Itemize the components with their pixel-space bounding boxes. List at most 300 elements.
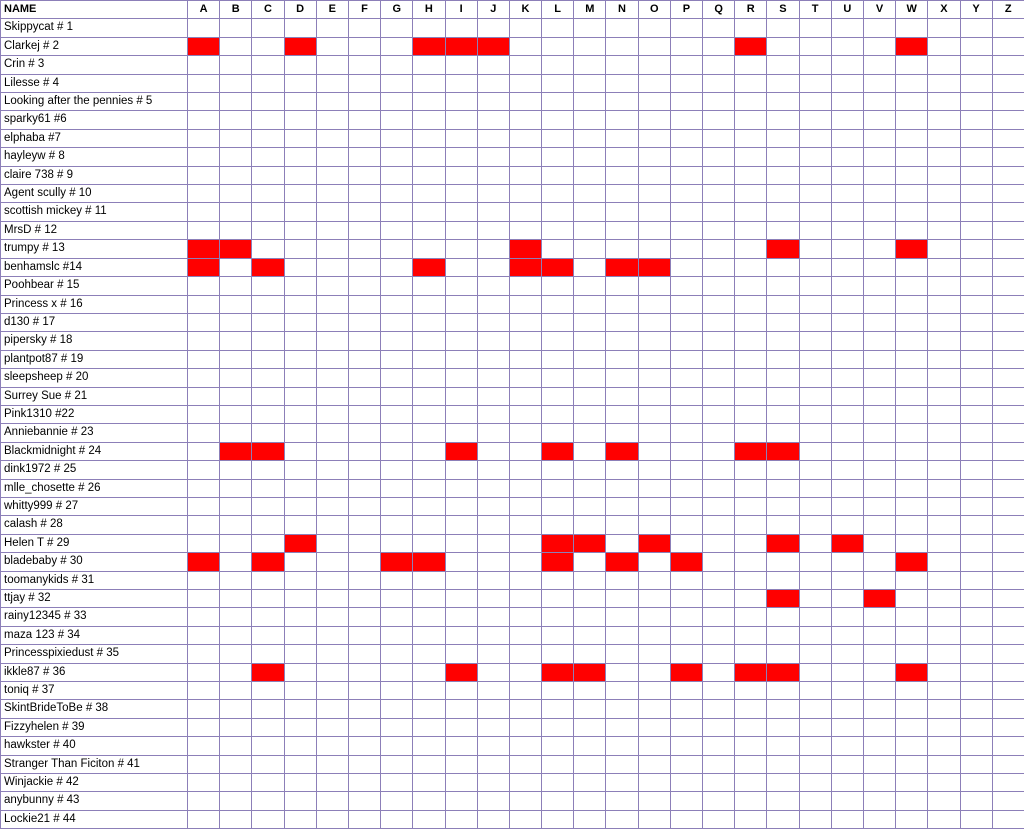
grid-cell[interactable]: [639, 19, 671, 37]
marked-cell[interactable]: [574, 664, 606, 682]
grid-cell[interactable]: [928, 185, 960, 203]
grid-cell[interactable]: [928, 737, 960, 755]
grid-cell[interactable]: [349, 590, 381, 608]
grid-cell[interactable]: [252, 461, 284, 479]
grid-cell[interactable]: [767, 388, 799, 406]
grid-cell[interactable]: [510, 148, 542, 166]
grid-cell[interactable]: [478, 203, 510, 221]
grid-cell[interactable]: [446, 406, 478, 424]
grid-cell[interactable]: [510, 719, 542, 737]
grid-cell[interactable]: [961, 756, 993, 774]
marked-cell[interactable]: [252, 259, 284, 277]
marked-cell[interactable]: [542, 443, 574, 461]
row-name-cell[interactable]: Poohbear # 15: [1, 277, 188, 295]
grid-cell[interactable]: [703, 130, 735, 148]
grid-cell[interactable]: [896, 167, 928, 185]
grid-cell[interactable]: [961, 627, 993, 645]
marked-cell[interactable]: [606, 443, 638, 461]
grid-cell[interactable]: [832, 719, 864, 737]
grid-cell[interactable]: [446, 590, 478, 608]
grid-cell[interactable]: [703, 369, 735, 387]
grid-cell[interactable]: [413, 111, 445, 129]
grid-cell[interactable]: [896, 369, 928, 387]
grid-cell[interactable]: [349, 203, 381, 221]
grid-cell[interactable]: [832, 388, 864, 406]
grid-cell[interactable]: [220, 590, 252, 608]
row-name-cell[interactable]: d130 # 17: [1, 314, 188, 332]
grid-cell[interactable]: [542, 774, 574, 792]
grid-cell[interactable]: [606, 93, 638, 111]
grid-cell[interactable]: [800, 737, 832, 755]
grid-cell[interactable]: [478, 792, 510, 810]
grid-cell[interactable]: [928, 572, 960, 590]
row-name-cell[interactable]: Princesspixiedust # 35: [1, 645, 188, 663]
grid-cell[interactable]: [993, 111, 1024, 129]
grid-cell[interactable]: [606, 498, 638, 516]
grid-cell[interactable]: [220, 719, 252, 737]
grid-cell[interactable]: [639, 277, 671, 295]
grid-cell[interactable]: [478, 553, 510, 571]
grid-cell[interactable]: [542, 167, 574, 185]
grid-cell[interactable]: [220, 277, 252, 295]
grid-cell[interactable]: [478, 56, 510, 74]
grid-cell[interactable]: [928, 608, 960, 626]
grid-cell[interactable]: [542, 148, 574, 166]
grid-cell[interactable]: [671, 700, 703, 718]
grid-cell[interactable]: [574, 461, 606, 479]
grid-cell[interactable]: [800, 682, 832, 700]
grid-cell[interactable]: [478, 19, 510, 37]
grid-cell[interactable]: [606, 572, 638, 590]
grid-cell[interactable]: [542, 314, 574, 332]
grid-cell[interactable]: [317, 130, 349, 148]
grid-cell[interactable]: [252, 627, 284, 645]
grid-cell[interactable]: [993, 719, 1024, 737]
grid-cell[interactable]: [767, 19, 799, 37]
grid-cell[interactable]: [574, 811, 606, 829]
grid-cell[interactable]: [446, 516, 478, 534]
grid-cell[interactable]: [574, 19, 606, 37]
grid-cell[interactable]: [285, 19, 317, 37]
grid-cell[interactable]: [574, 93, 606, 111]
grid-cell[interactable]: [703, 682, 735, 700]
grid-cell[interactable]: [703, 756, 735, 774]
grid-cell[interactable]: [800, 572, 832, 590]
grid-cell[interactable]: [381, 75, 413, 93]
grid-cell[interactable]: [639, 424, 671, 442]
grid-cell[interactable]: [510, 75, 542, 93]
grid-cell[interactable]: [381, 627, 413, 645]
grid-cell[interactable]: [606, 480, 638, 498]
grid-cell[interactable]: [542, 572, 574, 590]
grid-cell[interactable]: [671, 516, 703, 534]
grid-cell[interactable]: [703, 314, 735, 332]
grid-cell[interactable]: [703, 351, 735, 369]
grid-cell[interactable]: [574, 700, 606, 718]
grid-cell[interactable]: [317, 277, 349, 295]
grid-cell[interactable]: [542, 185, 574, 203]
grid-cell[interactable]: [446, 75, 478, 93]
grid-cell[interactable]: [188, 388, 220, 406]
grid-cell[interactable]: [735, 792, 767, 810]
grid-cell[interactable]: [542, 75, 574, 93]
row-name-cell[interactable]: hayleyw # 8: [1, 148, 188, 166]
grid-cell[interactable]: [639, 388, 671, 406]
marked-cell[interactable]: [639, 535, 671, 553]
grid-cell[interactable]: [671, 185, 703, 203]
marked-cell[interactable]: [285, 535, 317, 553]
grid-cell[interactable]: [542, 296, 574, 314]
grid-cell[interactable]: [188, 111, 220, 129]
grid-cell[interactable]: [252, 148, 284, 166]
grid-cell[interactable]: [349, 535, 381, 553]
grid-cell[interactable]: [542, 277, 574, 295]
grid-cell[interactable]: [381, 222, 413, 240]
grid-cell[interactable]: [800, 314, 832, 332]
grid-cell[interactable]: [381, 572, 413, 590]
grid-cell[interactable]: [574, 222, 606, 240]
grid-cell[interactable]: [349, 332, 381, 350]
grid-cell[interactable]: [252, 130, 284, 148]
grid-cell[interactable]: [961, 811, 993, 829]
grid-cell[interactable]: [800, 167, 832, 185]
grid-cell[interactable]: [381, 645, 413, 663]
grid-cell[interactable]: [478, 240, 510, 258]
column-header-b[interactable]: B: [220, 1, 252, 19]
grid-cell[interactable]: [832, 645, 864, 663]
grid-cell[interactable]: [252, 38, 284, 56]
grid-cell[interactable]: [703, 38, 735, 56]
grid-cell[interactable]: [446, 811, 478, 829]
grid-cell[interactable]: [864, 461, 896, 479]
grid-cell[interactable]: [510, 461, 542, 479]
grid-cell[interactable]: [317, 259, 349, 277]
grid-cell[interactable]: [252, 645, 284, 663]
grid-cell[interactable]: [252, 424, 284, 442]
grid-cell[interactable]: [252, 93, 284, 111]
grid-cell[interactable]: [896, 148, 928, 166]
grid-cell[interactable]: [606, 737, 638, 755]
grid-cell[interactable]: [703, 296, 735, 314]
grid-cell[interactable]: [413, 756, 445, 774]
grid-cell[interactable]: [993, 148, 1024, 166]
grid-cell[interactable]: [606, 240, 638, 258]
grid-cell[interactable]: [413, 240, 445, 258]
grid-cell[interactable]: [381, 388, 413, 406]
grid-cell[interactable]: [574, 240, 606, 258]
grid-cell[interactable]: [864, 75, 896, 93]
row-name-cell[interactable]: whitty999 # 27: [1, 498, 188, 516]
grid-cell[interactable]: [735, 608, 767, 626]
grid-cell[interactable]: [252, 700, 284, 718]
grid-cell[interactable]: [285, 737, 317, 755]
grid-cell[interactable]: [606, 645, 638, 663]
grid-cell[interactable]: [864, 756, 896, 774]
grid-cell[interactable]: [542, 498, 574, 516]
grid-cell[interactable]: [639, 461, 671, 479]
grid-cell[interactable]: [735, 406, 767, 424]
grid-cell[interactable]: [606, 19, 638, 37]
grid-cell[interactable]: [703, 774, 735, 792]
grid-cell[interactable]: [896, 480, 928, 498]
grid-cell[interactable]: [317, 75, 349, 93]
grid-cell[interactable]: [510, 590, 542, 608]
marked-cell[interactable]: [767, 664, 799, 682]
grid-cell[interactable]: [542, 406, 574, 424]
grid-cell[interactable]: [735, 111, 767, 129]
grid-cell[interactable]: [317, 406, 349, 424]
grid-cell[interactable]: [510, 167, 542, 185]
grid-cell[interactable]: [510, 222, 542, 240]
grid-cell[interactable]: [413, 516, 445, 534]
grid-cell[interactable]: [864, 332, 896, 350]
grid-cell[interactable]: [317, 535, 349, 553]
grid-cell[interactable]: [671, 774, 703, 792]
grid-cell[interactable]: [832, 811, 864, 829]
grid-cell[interactable]: [574, 645, 606, 663]
row-name-cell[interactable]: rainy12345 # 33: [1, 608, 188, 626]
grid-cell[interactable]: [349, 38, 381, 56]
grid-cell[interactable]: [639, 480, 671, 498]
grid-cell[interactable]: [639, 240, 671, 258]
grid-cell[interactable]: [252, 296, 284, 314]
grid-cell[interactable]: [928, 700, 960, 718]
grid-cell[interactable]: [188, 75, 220, 93]
grid-cell[interactable]: [317, 719, 349, 737]
grid-cell[interactable]: [220, 111, 252, 129]
grid-cell[interactable]: [767, 700, 799, 718]
grid-cell[interactable]: [671, 461, 703, 479]
grid-cell[interactable]: [832, 332, 864, 350]
grid-cell[interactable]: [574, 111, 606, 129]
grid-cell[interactable]: [864, 167, 896, 185]
grid-cell[interactable]: [317, 756, 349, 774]
grid-cell[interactable]: [220, 498, 252, 516]
grid-cell[interactable]: [285, 259, 317, 277]
grid-cell[interactable]: [252, 590, 284, 608]
grid-cell[interactable]: [220, 535, 252, 553]
grid-cell[interactable]: [800, 93, 832, 111]
grid-cell[interactable]: [188, 608, 220, 626]
grid-cell[interactable]: [767, 111, 799, 129]
grid-cell[interactable]: [896, 185, 928, 203]
grid-cell[interactable]: [703, 222, 735, 240]
grid-cell[interactable]: [671, 203, 703, 221]
grid-cell[interactable]: [606, 811, 638, 829]
grid-cell[interactable]: [671, 682, 703, 700]
grid-cell[interactable]: [928, 167, 960, 185]
grid-cell[interactable]: [188, 737, 220, 755]
row-name-cell[interactable]: anybunny # 43: [1, 792, 188, 810]
grid-cell[interactable]: [285, 148, 317, 166]
row-name-cell[interactable]: Stranger Than Ficiton # 41: [1, 756, 188, 774]
grid-cell[interactable]: [767, 314, 799, 332]
grid-cell[interactable]: [639, 737, 671, 755]
grid-cell[interactable]: [220, 130, 252, 148]
grid-cell[interactable]: [800, 627, 832, 645]
grid-cell[interactable]: [349, 277, 381, 295]
grid-cell[interactable]: [832, 167, 864, 185]
grid-cell[interactable]: [703, 792, 735, 810]
grid-cell[interactable]: [446, 296, 478, 314]
grid-cell[interactable]: [606, 516, 638, 534]
grid-cell[interactable]: [478, 111, 510, 129]
marked-cell[interactable]: [413, 38, 445, 56]
grid-cell[interactable]: [606, 148, 638, 166]
grid-cell[interactable]: [735, 811, 767, 829]
row-name-cell[interactable]: sparky61 #6: [1, 111, 188, 129]
grid-cell[interactable]: [381, 406, 413, 424]
grid-cell[interactable]: [606, 424, 638, 442]
grid-cell[interactable]: [864, 203, 896, 221]
grid-cell[interactable]: [252, 572, 284, 590]
grid-cell[interactable]: [349, 756, 381, 774]
grid-cell[interactable]: [767, 93, 799, 111]
grid-cell[interactable]: [349, 296, 381, 314]
grid-cell[interactable]: [252, 388, 284, 406]
marked-cell[interactable]: [671, 664, 703, 682]
grid-cell[interactable]: [864, 406, 896, 424]
grid-cell[interactable]: [413, 424, 445, 442]
grid-cell[interactable]: [413, 75, 445, 93]
grid-cell[interactable]: [735, 277, 767, 295]
grid-cell[interactable]: [220, 553, 252, 571]
grid-cell[interactable]: [220, 19, 252, 37]
grid-cell[interactable]: [993, 553, 1024, 571]
grid-cell[interactable]: [703, 332, 735, 350]
grid-cell[interactable]: [993, 627, 1024, 645]
grid-cell[interactable]: [220, 203, 252, 221]
grid-cell[interactable]: [446, 461, 478, 479]
marked-cell[interactable]: [671, 553, 703, 571]
row-name-cell[interactable]: scottish mickey # 11: [1, 203, 188, 221]
grid-cell[interactable]: [993, 332, 1024, 350]
grid-cell[interactable]: [928, 535, 960, 553]
grid-cell[interactable]: [735, 627, 767, 645]
grid-cell[interactable]: [446, 553, 478, 571]
grid-cell[interactable]: [928, 480, 960, 498]
marked-cell[interactable]: [735, 664, 767, 682]
grid-cell[interactable]: [993, 369, 1024, 387]
grid-cell[interactable]: [928, 314, 960, 332]
grid-cell[interactable]: [671, 406, 703, 424]
grid-cell[interactable]: [671, 277, 703, 295]
grid-cell[interactable]: [574, 627, 606, 645]
grid-cell[interactable]: [735, 535, 767, 553]
marked-cell[interactable]: [381, 553, 413, 571]
grid-cell[interactable]: [220, 406, 252, 424]
grid-cell[interactable]: [381, 296, 413, 314]
grid-cell[interactable]: [446, 222, 478, 240]
grid-cell[interactable]: [478, 480, 510, 498]
column-header-y[interactable]: Y: [961, 1, 993, 19]
grid-cell[interactable]: [188, 461, 220, 479]
grid-cell[interactable]: [767, 332, 799, 350]
grid-cell[interactable]: [961, 130, 993, 148]
grid-cell[interactable]: [864, 737, 896, 755]
grid-cell[interactable]: [220, 314, 252, 332]
grid-cell[interactable]: [864, 516, 896, 534]
grid-cell[interactable]: [510, 608, 542, 626]
grid-cell[interactable]: [446, 719, 478, 737]
grid-cell[interactable]: [285, 774, 317, 792]
grid-cell[interactable]: [767, 461, 799, 479]
grid-cell[interactable]: [574, 498, 606, 516]
grid-cell[interactable]: [928, 811, 960, 829]
grid-cell[interactable]: [639, 498, 671, 516]
grid-cell[interactable]: [285, 111, 317, 129]
grid-cell[interactable]: [317, 111, 349, 129]
column-header-j[interactable]: J: [478, 1, 510, 19]
grid-cell[interactable]: [317, 38, 349, 56]
grid-cell[interactable]: [993, 737, 1024, 755]
grid-cell[interactable]: [896, 314, 928, 332]
grid-cell[interactable]: [735, 203, 767, 221]
column-header-w[interactable]: W: [896, 1, 928, 19]
grid-cell[interactable]: [349, 737, 381, 755]
grid-cell[interactable]: [188, 700, 220, 718]
grid-cell[interactable]: [188, 572, 220, 590]
grid-cell[interactable]: [800, 277, 832, 295]
grid-cell[interactable]: [993, 130, 1024, 148]
grid-cell[interactable]: [220, 296, 252, 314]
grid-cell[interactable]: [896, 498, 928, 516]
grid-cell[interactable]: [606, 111, 638, 129]
grid-cell[interactable]: [896, 93, 928, 111]
grid-cell[interactable]: [671, 167, 703, 185]
grid-cell[interactable]: [993, 406, 1024, 424]
grid-cell[interactable]: [349, 56, 381, 74]
grid-cell[interactable]: [767, 572, 799, 590]
grid-cell[interactable]: [413, 682, 445, 700]
grid-cell[interactable]: [446, 535, 478, 553]
grid-cell[interactable]: [542, 627, 574, 645]
grid-cell[interactable]: [767, 259, 799, 277]
grid-cell[interactable]: [349, 369, 381, 387]
grid-cell[interactable]: [671, 75, 703, 93]
grid-cell[interactable]: [413, 774, 445, 792]
grid-cell[interactable]: [188, 148, 220, 166]
grid-cell[interactable]: [220, 811, 252, 829]
grid-cell[interactable]: [220, 700, 252, 718]
grid-cell[interactable]: [671, 645, 703, 663]
grid-cell[interactable]: [735, 351, 767, 369]
grid-cell[interactable]: [993, 498, 1024, 516]
grid-cell[interactable]: [446, 167, 478, 185]
grid-cell[interactable]: [639, 75, 671, 93]
grid-cell[interactable]: [317, 737, 349, 755]
grid-cell[interactable]: [542, 608, 574, 626]
grid-cell[interactable]: [639, 167, 671, 185]
grid-cell[interactable]: [220, 56, 252, 74]
grid-cell[interactable]: [928, 19, 960, 37]
grid-cell[interactable]: [252, 332, 284, 350]
marked-cell[interactable]: [188, 240, 220, 258]
marked-cell[interactable]: [735, 38, 767, 56]
grid-cell[interactable]: [800, 388, 832, 406]
grid-cell[interactable]: [542, 461, 574, 479]
grid-cell[interactable]: [220, 572, 252, 590]
grid-cell[interactable]: [928, 351, 960, 369]
grid-cell[interactable]: [928, 498, 960, 516]
grid-cell[interactable]: [478, 498, 510, 516]
grid-cell[interactable]: [220, 424, 252, 442]
grid-cell[interactable]: [317, 572, 349, 590]
grid-cell[interactable]: [220, 682, 252, 700]
grid-cell[interactable]: [252, 406, 284, 424]
grid-cell[interactable]: [639, 700, 671, 718]
grid-cell[interactable]: [349, 608, 381, 626]
